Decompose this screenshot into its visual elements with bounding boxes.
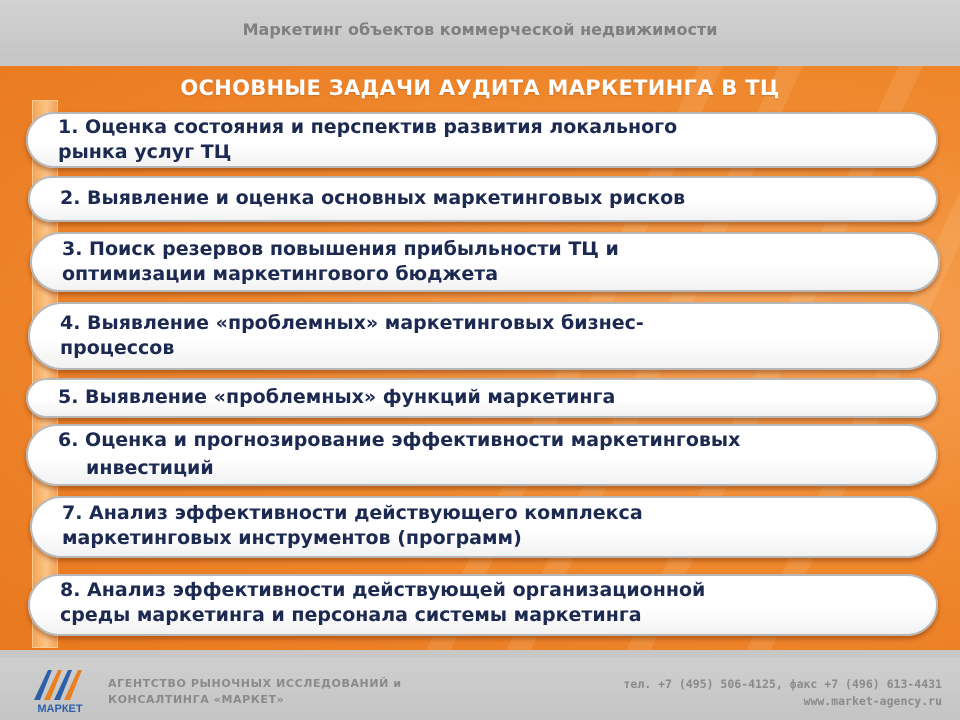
- task-line: 1. Оценка состояния и перспектив развития локального: [58, 116, 678, 138]
- task-item-2: [28, 176, 938, 222]
- task-line: оптимизации маркетингового бюджета: [62, 263, 499, 285]
- task-line: 6. Оценка и прогнозирование эффективности маркетинговых: [58, 429, 741, 451]
- task-line: процессов: [60, 337, 175, 359]
- task-item-6: [26, 424, 938, 486]
- website-link[interactable]: www.market-agency.ru: [803, 694, 942, 708]
- market-logo-icon: [28, 664, 92, 716]
- task-item-7: [30, 496, 938, 558]
- task-item-4: [28, 302, 940, 370]
- task-line: рынка услуг ТЦ: [58, 141, 232, 163]
- logo-text: МАРКЕТ: [37, 703, 83, 715]
- task-line: маркетинговых инструментов (программ): [62, 527, 522, 549]
- agency-name: [108, 676, 468, 708]
- task-line: инвестиций: [86, 457, 214, 479]
- agency-line: АГЕНТСТВО РЫНОЧНЫХ ИССЛЕДОВАНИЙ и: [108, 677, 402, 690]
- task-item-5: [26, 378, 938, 418]
- slide-title: ОСНОВНЫЕ ЗАДАЧИ АУДИТА МАРКЕТИНГА В ТЦ: [180, 76, 780, 100]
- task-line: 2. Выявление и оценка основных маркетинговых рисков: [60, 187, 686, 209]
- task-line: 5. Выявление «проблемных» функций маркетинга: [58, 386, 616, 408]
- task-item-8: [28, 574, 938, 636]
- agency-line: КОНСАЛТИНГА «МАРКЕТ»: [108, 693, 285, 706]
- task-item-3: [30, 232, 940, 292]
- task-line: 8. Анализ эффективности действующей организационной: [60, 579, 706, 601]
- task-item-1: [26, 112, 938, 168]
- task-line: среды маркетинга и персонала системы маркетинга: [60, 604, 642, 626]
- contacts: [522, 676, 942, 710]
- task-line: 7. Анализ эффективности действующего комплекса: [62, 502, 643, 524]
- task-line: 3. Поиск резервов повышения прибыльности ТЦ и: [62, 238, 619, 260]
- presentation-title: Маркетинг объектов коммерческой недвижимости: [242, 20, 718, 39]
- task-line: 4. Выявление «проблемных» маркетинговых бизнес-: [60, 312, 644, 334]
- phone-fax: тел. +7 (495) 506-4125, факс +7 (496) 613-4431: [623, 677, 942, 691]
